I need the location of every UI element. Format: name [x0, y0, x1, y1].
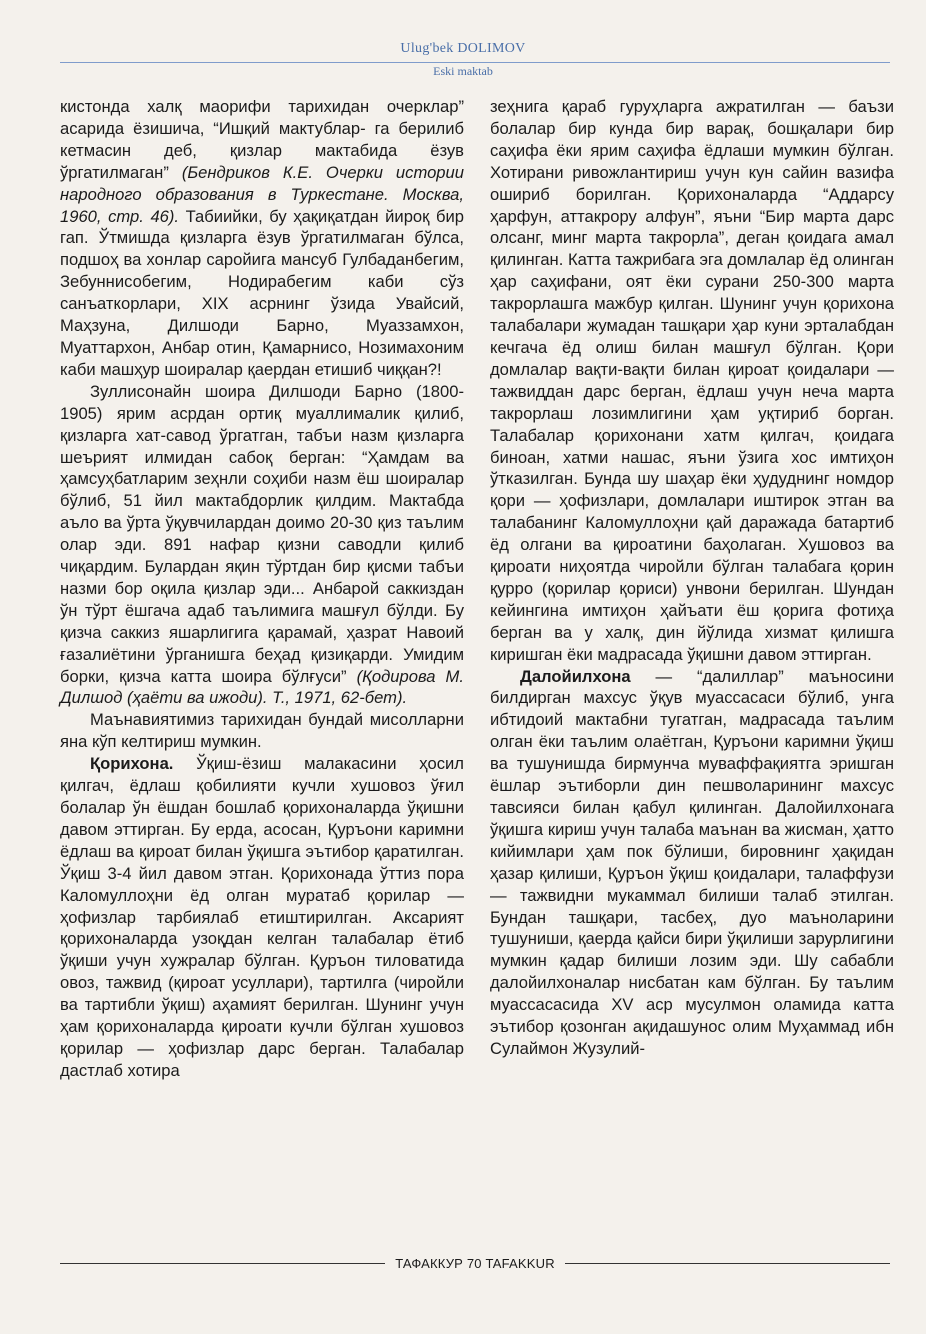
citation: (Бендриков К.Е. Очерки истории народного образования в Туркестане. Москва, 1960, стр. 46).	[60, 162, 464, 226]
left-paragraph-3: Маънавиятимиз тарихидан бундай мисолларни яна кўп келтириш мумкин.	[60, 710, 464, 752]
footer-page-label: ТАФАККУР 70 TAFAKKUR	[395, 1256, 555, 1271]
right-column	[490, 96, 894, 1060]
footer-rule-left	[60, 1263, 385, 1264]
citation: (Қодирова М. Дилшод (ҳаёти ва ижоди). Т., 1971, 62-бет).	[60, 666, 464, 708]
right-paragraph-2: Далойилхона — “далиллар” маъносини билдирган махсус ўқув муассасаси бўлиб, унга ибтидоий мактабни тугатган, мадрасада таълим олган ёки таълим олаётган, Қуръони каримни ўқиш ва тушунишда бирмунча муваффақиятга эришган ёшлар эътиборли дин пешволарининг махсус тавсияси билан қабул қилинган. Далойилхонага ўқишга кириш учун талаба маънан ва жисман, ҳатто кийимлари ҳам пок бўлиши, бировнинг ҳақидан ҳазар қилиши, Қуръон ўқиш қоидалари, талаффузи — тажвидни мукаммал билиши талаб этилган. Бундан ташқари, тасбеҳ, дуо маъноларини тушуниши, қаерда қайси бири ўқилиши зарурлигини мумкин қадар билиши лозим эди. Шу сабабли далойилхоналар нисбатан кам бўлган. Бу таълим муассасасида XV аср мусулмон оламида катта эътибор қозонган ақидашунос олим Муҳаммад ибн Сулаймон Жузулий-	[490, 666, 894, 1058]
page-footer	[60, 1256, 890, 1271]
left-paragraph-2: Зуллисонайн шоира Дилшоди Барно (1800-1905) ярим асрдан ортиқ муаллималик қилиб, қизларга хат-савод ўргатган, табъи назм қизларга шеърият илмидан сабоқ берган: “Ҳамдам ва ҳамсуҳбатларим зеҳнли соҳиби назм ёш шоиралар бўлиб, 51 йил мактабдорлик қилдим. Мактабда аъло ва ўрта ўқувчилардан доимо 20-30 қиз таълим олар эди. 891 нафар қизни саводли қилиб чиқардим. Булардан яқин тўртдан бир қисми табъи назми бор оқила қизлар эди... Анбарой саккиздан ўн тўрт ёшгача адаб таълимига машғул бўлди. Бу қизча саккиз яшарлигига қарамай, ҳазрат Навоий ғазалиётини ўрганишга беҳад қизиқарди. Умидим борки, қизча катта шоира бўлғуси” (Қодирова М. Дилшод (ҳаёти ва ижоди). Т., 1971, 62-бет).	[60, 381, 464, 708]
term-heading: Қорихона.	[90, 754, 174, 774]
header-rule	[60, 62, 890, 63]
left-paragraph-1: кистонда халқ маорифи тарихидан очерклар” асарида ёзишича, “Ишқий мактублар- га берилиб кетмасин деб, қизлар мактабида ёзув ўргатилмаган” (Бендриков К.Е. Очерки истории народного образования в Туркестане. Москва, 1960, стр. 46). Табиийки, бу ҳақиқатдан йироқ бир гап. Ўтмишда қизларга ёзув ўргатилмаган бўлса, подшоҳ ва хонлар саройига мансуб Гулбаданбегим, Зебуннисобегим, Нодирабегим каби сўз санъаткорлари, XIX асрнинг ўзида Увайсий, Маҳзуна, Дилшоди Барно, Муаззамхон, Муаттархон, Анбар отин, Қамарнисо, Нозимахоним каби машҳур шоиралар қаердан етишиб чиққан?!	[60, 97, 464, 379]
left-column	[60, 96, 464, 1082]
header-section-title: Eski maktab	[433, 64, 493, 78]
left-paragraph-4: Қорихона. Ўқиш-ёзиш малакасини ҳосил қилгач, ёдлаш қобилияти кучли хушовоз ўғил болалар ўн ёшдан бошлаб қорихоналарда ўқишни давом эттирган. Бу ерда, асосан, Қуръони каримни ёдлаш ва қироат билан ўқишга эътибор қаратилган. Ўқиш 3-4 йил давом этган. Қорихонада ўттиз пора Каломуллоҳни ёд олган муратаб қорилар — ҳофизлар тарбиялаб етиштирилган. Аксарият қорихоналарда узоқдан келган талабалар ётиб ўқиши учун хужралар бўлган. Қуръон тиловатида овоз, тажвид (қироат усуллари), тартилга (чиройли ва тартибли ўқиш) аҳамият берилган. Шунинг учун ҳам қорихоналарда қироати кучли бўлган хушовоз қорилар — ҳофизлар дарс берган. Талабалар дастлаб хотира	[60, 754, 464, 1080]
page-header	[0, 40, 926, 78]
header-author: Ulug'bek DOLIMOV	[400, 41, 526, 56]
footer-rule-right	[565, 1263, 890, 1264]
term-heading: Далойилхона	[520, 666, 631, 686]
right-paragraph-1: зеҳнига қараб гуруҳларга ажратилган — баъзи болалар бир кунда бир варақ, бошқалари бир саҳифа ёки ярим саҳифа ёдлаши мумкин бўлган. Хотирани ривожлантириш учун кун сайин вазифа ошириб борилган. Қорихоналарда “Аддарсу ҳарфун, аттакрору алфун”, яъни “Бир марта дарс олсанг, минг марта такрорла”, деган қоидага амал қилинган. Катта тажрибага эга домлалар ёд олинган ҳар саҳифани, оят ёки сурани 250-300 марта такрорлашга мажбур қилган. Шунинг учун қорихона талабалари жумадан ташқари ҳар куни эрталабдан кечгача ёд олиш билан машғул бўлган. Қори домлалар вақти-вақти билан қироат қоидалари — тажвиддан дарс берган, ёдлаш учун неча марта такрорлаш лозимлигини ҳам уқтириб борган. Талабалар қорихонани хатм қилгач, қоидага биноан, хатми нашас, яъни ўзига хос имтиҳон ўтказилган. Бунда шу шаҳар ёки ҳудуднинг номдор қори — ҳофизлари, домлалари иштирок этган ва талабанинг Каломуллоҳни қай даражада батартиб ёд олгани ва қироатини баҳолаган. Хушовоз ва қироати ниҳоятда чиройли бўлган талабага қорин қурро (қорилар қориси) унвони берилган. Шундан кейингина имтиҳон ҳайъати ёш қорига фотиҳа берган ва у халқ, дин йўлида хизмат қилишга киришган ёки мадрасада ўқишни давом эттирган.	[490, 97, 895, 664]
